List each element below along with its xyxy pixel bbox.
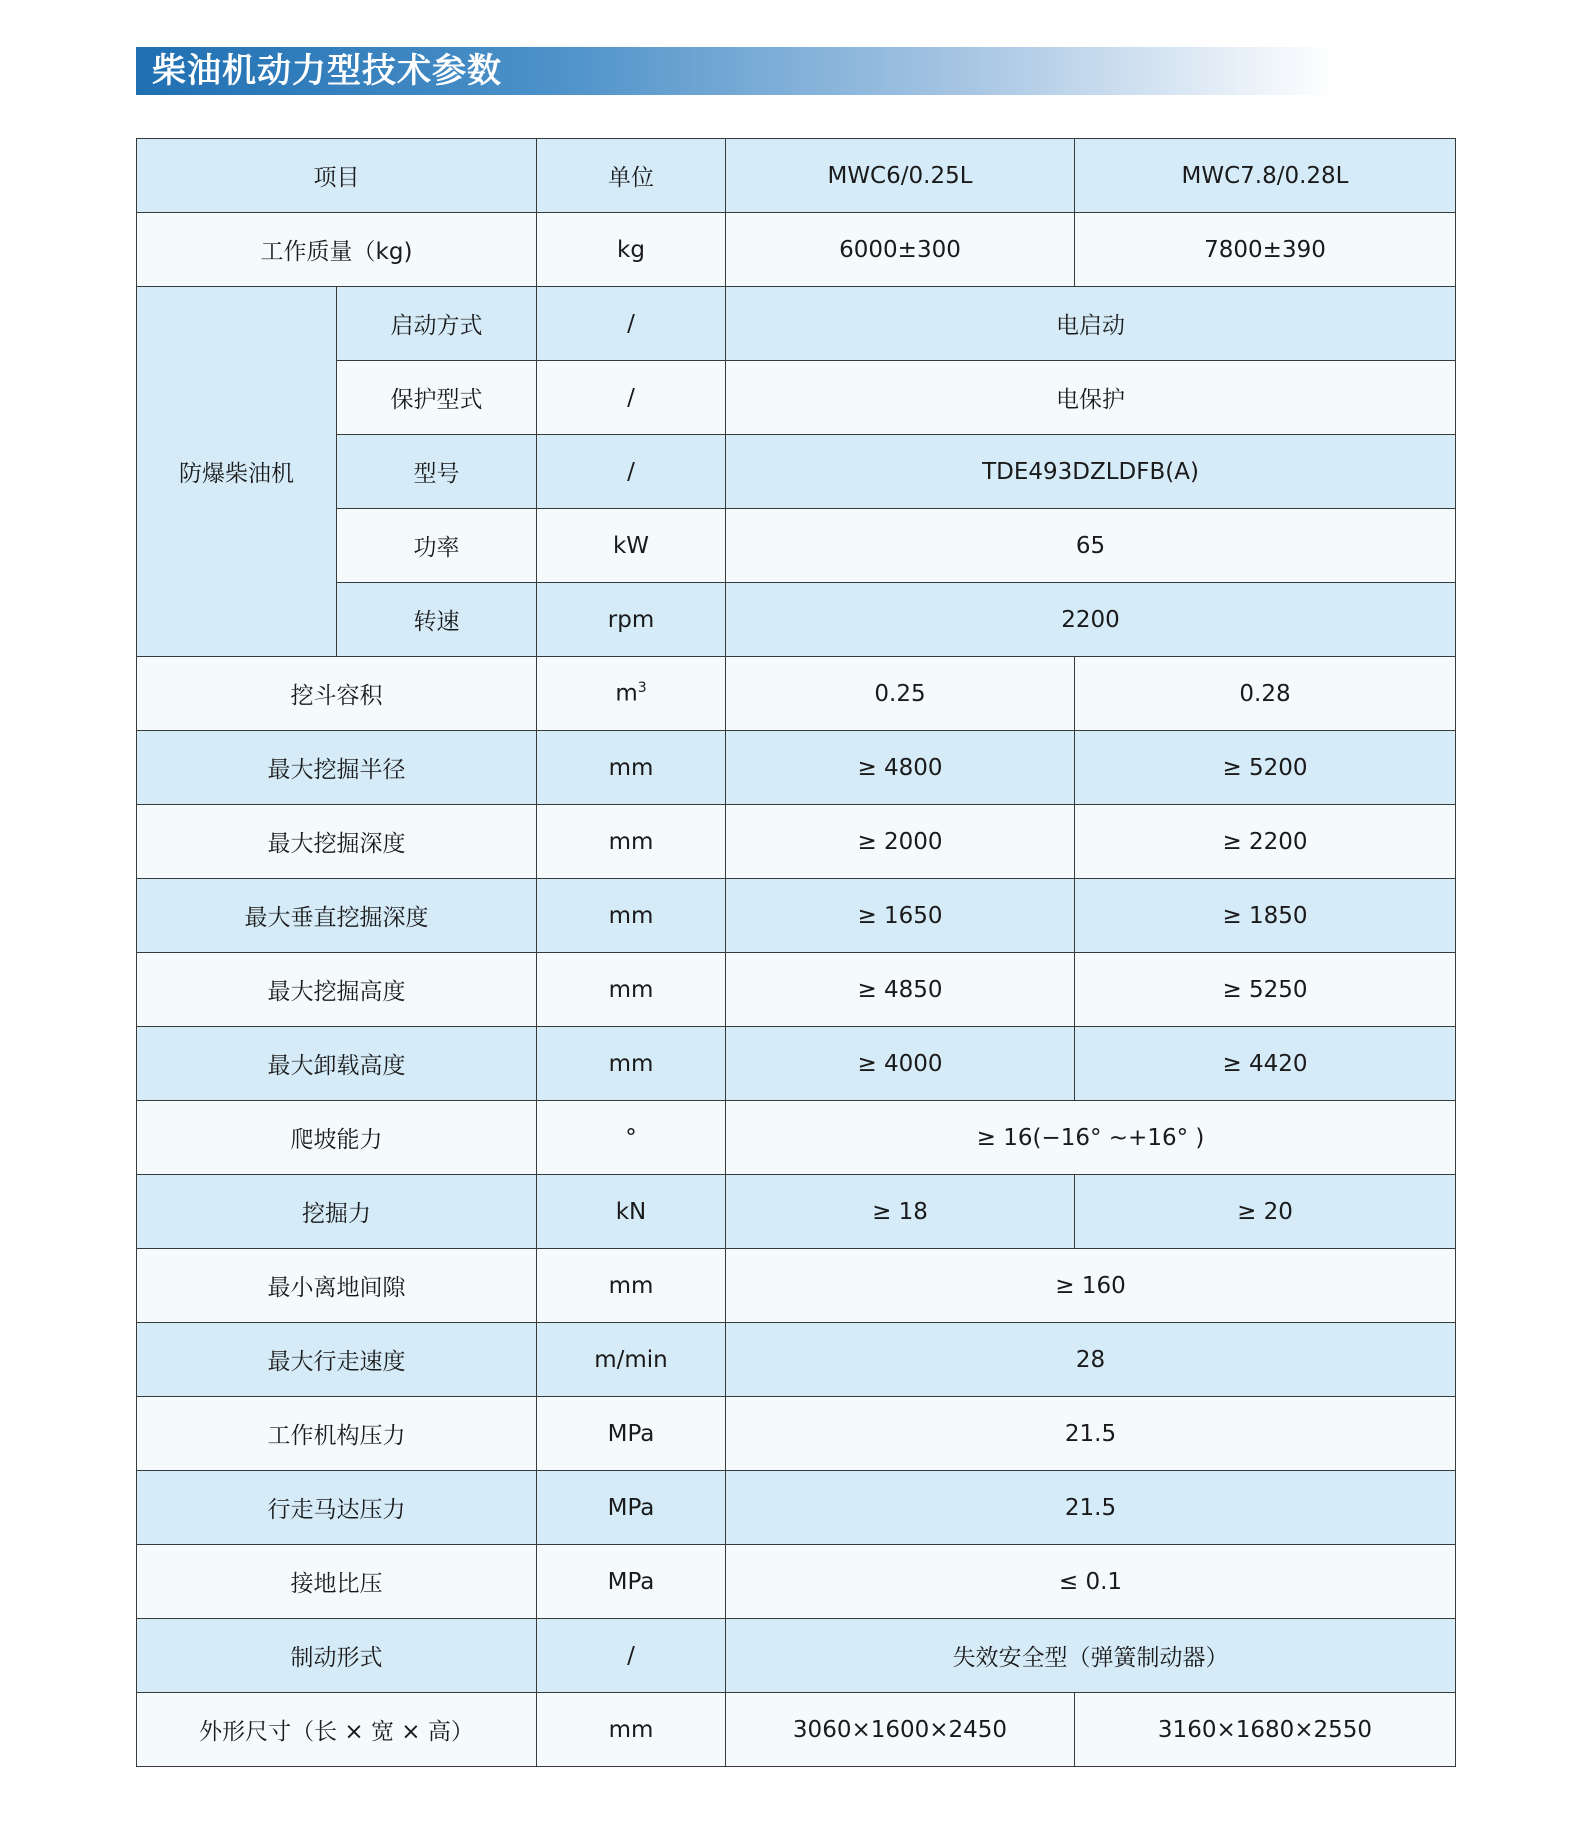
table-row — [137, 213, 1456, 287]
row-value-1: 0.25 — [726, 657, 1075, 731]
row-value-1: ≥ 2000 — [726, 805, 1075, 879]
row-unit: mm — [537, 1249, 726, 1323]
row-item: 最大卸载高度 — [137, 1027, 537, 1101]
table-row — [137, 1249, 1456, 1323]
row-item: 挖斗容积 — [137, 657, 537, 731]
section-title-bar — [136, 47, 1336, 95]
row-value-2: 0.28 — [1075, 657, 1456, 731]
unit-superscript: 3 — [637, 680, 647, 697]
row-value-2: ≥ 5200 — [1075, 731, 1456, 805]
spec-table — [136, 138, 1456, 1767]
row-item: 保护型式 — [337, 361, 537, 435]
row-item: 最小离地间隙 — [137, 1249, 537, 1323]
row-value: 2200 — [726, 583, 1456, 657]
row-item: 型号 — [337, 435, 537, 509]
table-row — [137, 657, 1456, 731]
table-row — [137, 1175, 1456, 1249]
row-item: 最大挖掘半径 — [137, 731, 537, 805]
header-model-1: MWC6/0.25L — [726, 139, 1075, 213]
engine-group-label: 防爆柴油机 — [137, 287, 337, 657]
row-unit: mm — [537, 1027, 726, 1101]
row-value-2: ≥ 2200 — [1075, 805, 1456, 879]
unit-base: m — [615, 680, 638, 707]
row-unit: ° — [537, 1101, 726, 1175]
row-value: ≤ 0.1 — [726, 1545, 1456, 1619]
row-unit: m/min — [537, 1323, 726, 1397]
table-row — [137, 287, 1456, 361]
table-row — [137, 1101, 1456, 1175]
table-row — [137, 1545, 1456, 1619]
row-value-1: ≥ 4000 — [726, 1027, 1075, 1101]
table-row — [137, 953, 1456, 1027]
row-unit: MPa — [537, 1397, 726, 1471]
header-model-2: MWC7.8/0.28L — [1075, 139, 1456, 213]
table-row — [137, 1471, 1456, 1545]
row-value: 21.5 — [726, 1397, 1456, 1471]
row-unit: / — [537, 361, 726, 435]
row-value-2: ≥ 20 — [1075, 1175, 1456, 1249]
row-value: 失效安全型（弹簧制动器） — [726, 1619, 1456, 1693]
row-item: 工作机构压力 — [137, 1397, 537, 1471]
row-item: 最大行走速度 — [137, 1323, 537, 1397]
row-value-1: ≥ 1650 — [726, 879, 1075, 953]
row-value: 21.5 — [726, 1471, 1456, 1545]
row-unit: / — [537, 287, 726, 361]
row-unit: kg — [537, 213, 726, 287]
section-title: 柴油机动力型技术参数 — [152, 51, 502, 91]
row-item: 外形尺寸（长 × 宽 × 高） — [137, 1693, 537, 1767]
table-row — [137, 879, 1456, 953]
row-item: 爬坡能力 — [137, 1101, 537, 1175]
row-value-1: ≥ 4850 — [726, 953, 1075, 1027]
table-row — [137, 1027, 1456, 1101]
row-unit: mm — [537, 879, 726, 953]
row-value: TDE493DZLDFB(A) — [726, 435, 1456, 509]
row-item: 制动形式 — [137, 1619, 537, 1693]
row-item: 挖掘力 — [137, 1175, 537, 1249]
row-value-1: ≥ 4800 — [726, 731, 1075, 805]
row-value-2: 3160×1680×2550 — [1075, 1693, 1456, 1767]
row-unit: mm — [537, 731, 726, 805]
row-value-2: ≥ 4420 — [1075, 1027, 1456, 1101]
row-unit: mm — [537, 1693, 726, 1767]
header-item: 项目 — [137, 139, 537, 213]
row-unit: mm — [537, 805, 726, 879]
row-value-2: ≥ 5250 — [1075, 953, 1456, 1027]
row-value: ≥ 16(−16° ~+16° ) — [726, 1101, 1456, 1175]
table-row — [137, 1397, 1456, 1471]
row-unit: kW — [537, 509, 726, 583]
table-row — [137, 1323, 1456, 1397]
row-item: 最大挖掘高度 — [137, 953, 537, 1027]
row-item: 接地比压 — [137, 1545, 537, 1619]
table-row — [137, 805, 1456, 879]
row-unit: kN — [537, 1175, 726, 1249]
row-value: 28 — [726, 1323, 1456, 1397]
row-unit: / — [537, 1619, 726, 1693]
row-item: 最大垂直挖掘深度 — [137, 879, 537, 953]
row-item: 功率 — [337, 509, 537, 583]
row-value: 65 — [726, 509, 1456, 583]
row-unit: mm — [537, 953, 726, 1027]
row-value: ≥ 160 — [726, 1249, 1456, 1323]
table-header-row — [137, 139, 1456, 213]
row-value-1: 3060×1600×2450 — [726, 1693, 1075, 1767]
row-unit: rpm — [537, 583, 726, 657]
row-value-2: ≥ 1850 — [1075, 879, 1456, 953]
table-row — [137, 1693, 1456, 1767]
header-unit: 单位 — [537, 139, 726, 213]
row-value-1: 6000±300 — [726, 213, 1075, 287]
row-item: 启动方式 — [337, 287, 537, 361]
row-item: 最大挖掘深度 — [137, 805, 537, 879]
row-value: 电保护 — [726, 361, 1456, 435]
row-value-1: ≥ 18 — [726, 1175, 1075, 1249]
row-item: 行走马达压力 — [137, 1471, 537, 1545]
row-value: 电启动 — [726, 287, 1456, 361]
row-unit — [537, 657, 726, 731]
row-unit: MPa — [537, 1545, 726, 1619]
row-item: 转速 — [337, 583, 537, 657]
row-value-2: 7800±390 — [1075, 213, 1456, 287]
row-item: 工作质量（kg) — [137, 213, 537, 287]
table-row — [137, 1619, 1456, 1693]
table-row — [137, 731, 1456, 805]
row-unit: / — [537, 435, 726, 509]
row-unit: MPa — [537, 1471, 726, 1545]
